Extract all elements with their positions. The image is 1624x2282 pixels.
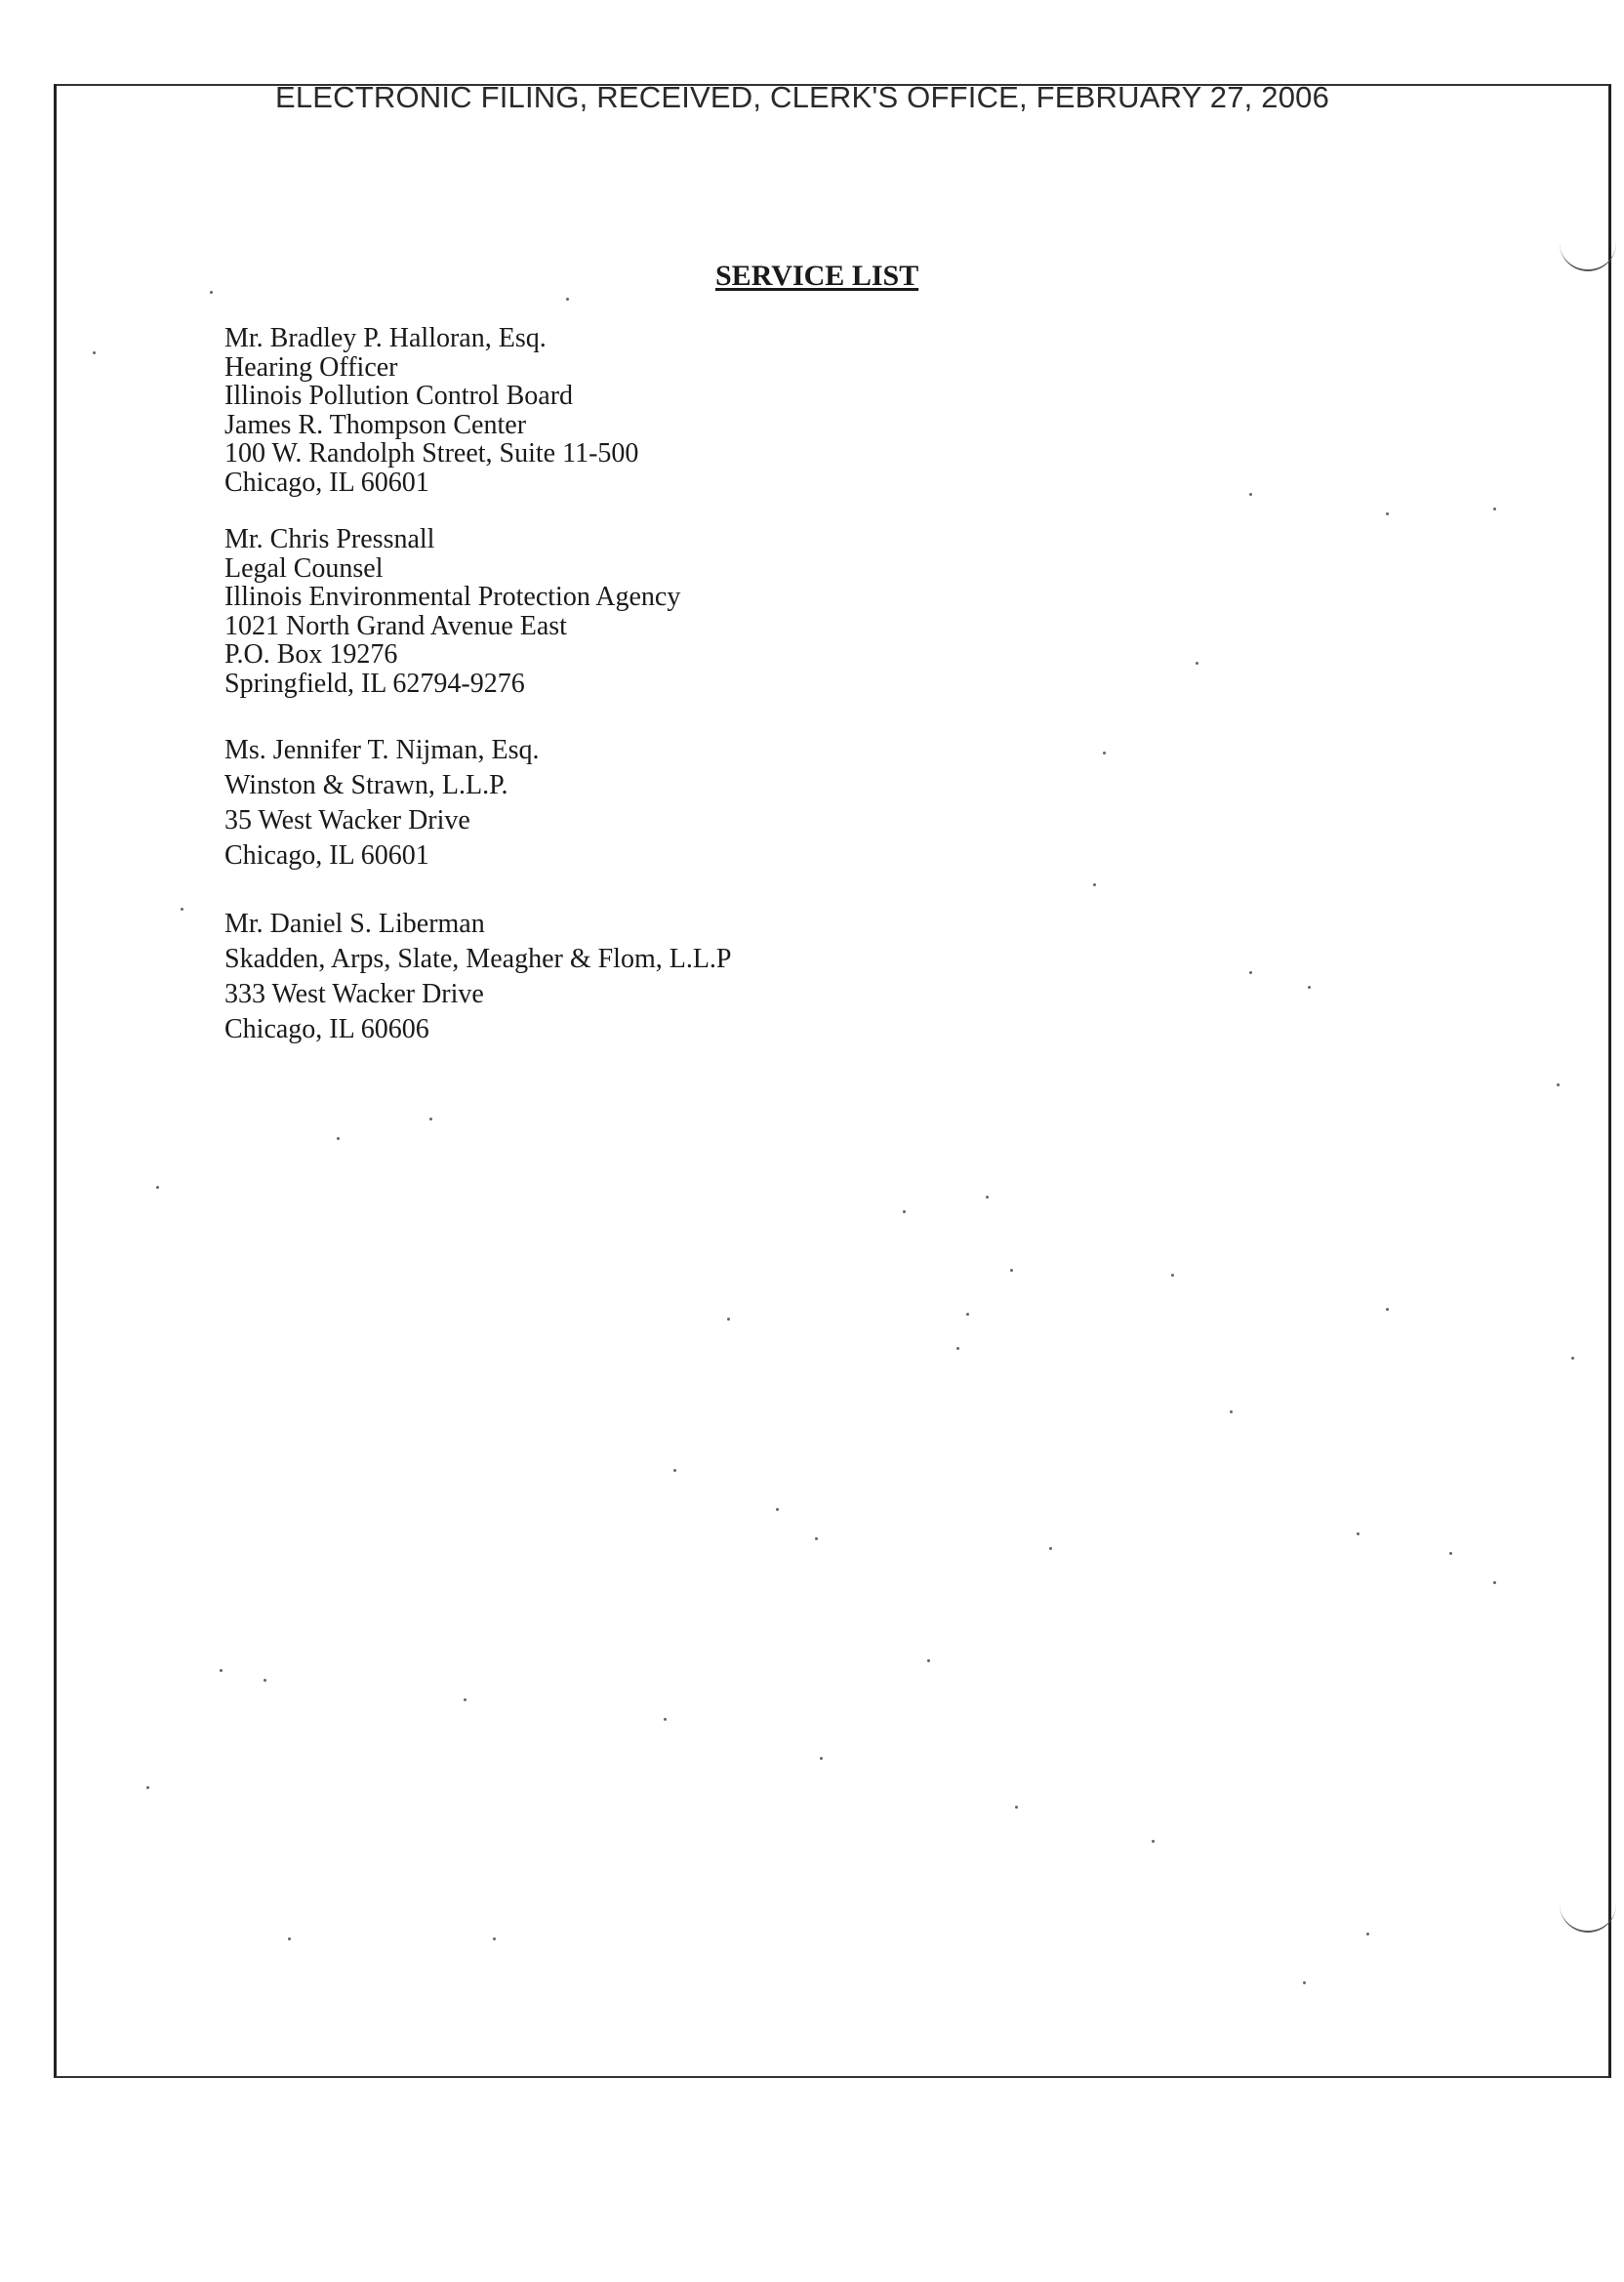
scan-speck (1103, 752, 1106, 754)
scan-speck (210, 291, 213, 294)
service-list-title: SERVICE LIST (715, 260, 919, 292)
entry-city: Springfield, IL 62794-9276 (224, 668, 525, 699)
scan-speck (146, 1786, 149, 1789)
scan-speck (429, 1118, 432, 1121)
service-entry-pressnall (224, 525, 680, 698)
scan-speck (1010, 1269, 1013, 1272)
scan-speck (1093, 883, 1096, 886)
scan-speck (820, 1757, 823, 1760)
scan-speck (673, 1469, 676, 1472)
entry-title: Legal Counsel (224, 552, 384, 584)
entry-organization: Skadden, Arps, Slate, Meagher & Flom, L.L.P (224, 944, 732, 974)
entry-name: Ms. Jennifer T. Nijman, Esq. (224, 735, 540, 765)
scan-speck (1171, 1274, 1174, 1277)
entry-building: James R. Thompson Center (224, 409, 527, 440)
scan-speck (156, 1186, 159, 1189)
entry-name: Mr. Daniel S. Liberman (224, 909, 485, 939)
scan-speck (493, 1937, 496, 1940)
service-entry-nijman (224, 733, 539, 874)
scan-speck (220, 1669, 223, 1672)
scan-speck (815, 1537, 818, 1540)
scan-speck (1015, 1806, 1018, 1809)
scan-speck (966, 1313, 969, 1316)
entry-name: Mr. Bradley P. Halloran, Esq. (224, 323, 547, 353)
scan-speck (93, 351, 96, 354)
entry-city: Chicago, IL 60601 (224, 840, 429, 871)
entry-title: Hearing Officer (224, 351, 398, 383)
scan-speck (1049, 1547, 1052, 1550)
scan-speck (288, 1937, 291, 1940)
scan-speck (903, 1210, 906, 1213)
scan-speck (664, 1718, 667, 1721)
scan-speck (464, 1698, 467, 1701)
service-entry-liberman (224, 907, 732, 1047)
entry-street: 333 West Wacker Drive (224, 979, 484, 1009)
scan-speck (1449, 1552, 1452, 1555)
scan-speck (1571, 1357, 1574, 1360)
scan-speck (1386, 1308, 1389, 1311)
scan-speck (776, 1508, 779, 1511)
scan-speck (927, 1659, 930, 1662)
entry-organization: Winston & Strawn, L.L.P. (224, 770, 508, 800)
scan-speck (1303, 1981, 1306, 1984)
service-entry-halloran (224, 324, 638, 497)
scan-speck (1357, 1532, 1360, 1535)
scan-speck (986, 1196, 989, 1199)
entry-po-box: P.O. Box 19276 (224, 639, 398, 670)
filing-stamp-header (0, 82, 1624, 112)
scan-speck (337, 1137, 340, 1140)
entry-street: 35 West Wacker Drive (224, 805, 470, 835)
entry-street: 100 W. Randolph Street, Suite 11-500 (224, 438, 639, 469)
scan-speck (727, 1318, 730, 1321)
entry-city: Chicago, IL 60606 (224, 1014, 429, 1044)
entry-organization: Illinois Pollution Control Board (224, 381, 574, 411)
scan-speck (1493, 1581, 1496, 1584)
scan-speck (1230, 1410, 1233, 1413)
scan-speck (181, 908, 183, 911)
scan-speck (1196, 662, 1198, 665)
scan-speck (1249, 493, 1252, 496)
entry-street: 1021 North Grand Avenue East (224, 610, 567, 641)
scan-speck (1557, 1083, 1560, 1086)
scan-speck (264, 1679, 266, 1682)
scan-speck (1366, 1933, 1369, 1936)
filing-stamp-text: ELECTRONIC FILING, RECEIVED, CLERK'S OFFICE, FEBRUARY 27, 2006 (274, 80, 1330, 114)
entry-name: Mr. Chris Pressnall (224, 524, 435, 554)
scan-speck (566, 298, 569, 301)
scan-speck (1308, 986, 1311, 989)
scan-speck (1386, 512, 1389, 515)
entry-city: Chicago, IL 60601 (224, 467, 429, 498)
scan-speck (956, 1347, 959, 1350)
scan-speck (1249, 971, 1252, 974)
entry-organization: Illinois Environmental Protection Agency (224, 582, 681, 612)
scan-speck (1493, 508, 1496, 510)
scan-speck (1152, 1840, 1155, 1843)
